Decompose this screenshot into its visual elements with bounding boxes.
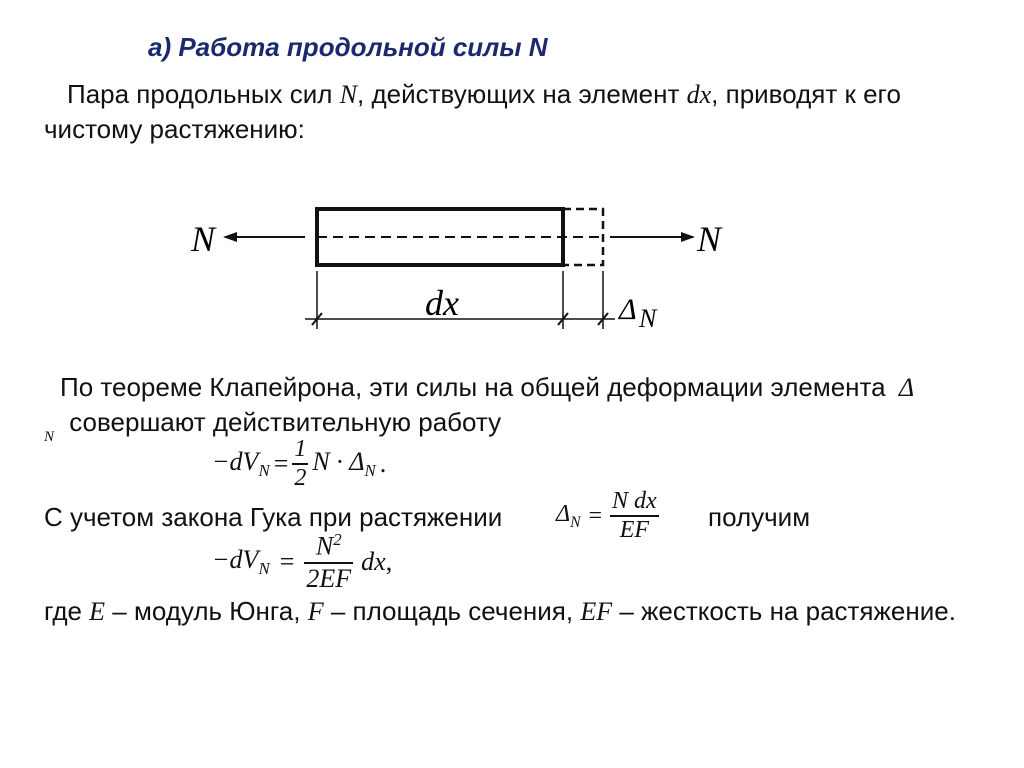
energy-num-sup: 2 [333,530,342,549]
hooke-delta [556,501,581,532]
def-var-e: E [89,597,106,626]
def-text-3: – площадь сечения, [323,596,581,626]
work-lhs-sub: N [258,461,270,481]
section-title: а) Работа продольной силы N [148,32,548,62]
intro-paragraph-line2: чистому растяжению: [44,114,305,144]
clapeyron-sub: N [44,429,55,445]
work-lhs-text: −dV [212,446,259,476]
intro-paragraph-line1 [67,77,901,112]
work-formula [212,436,386,492]
energy-formula [212,530,392,594]
work-end: . [379,449,387,478]
hooke-after: получим [708,502,811,532]
def-var-ef: EF [580,597,613,626]
energy-lhs [212,545,270,579]
clapeyron-text-2: совершают действительную работу [69,407,502,437]
hooke-num: N dx [612,488,657,514]
intro-var-n: N [339,80,358,109]
work-mid-sub: N [364,461,376,481]
work-mid-text: N · Δ [312,446,365,476]
work-eq: = [273,449,289,478]
elongation-sub: N [639,304,657,333]
work-den: 2 [294,465,307,491]
work-num: 1 [294,436,307,462]
definitions-paragraph [44,594,988,629]
hooke-den: EF [610,515,659,544]
length-label: dx [425,283,459,323]
energy-tail: dx [361,546,386,576]
right-force-label: N [697,219,722,259]
hooke-delta-sub: N [570,513,581,531]
clapeyron-delta: Δ [898,373,915,402]
work-fraction [292,436,308,492]
hooke-delta-sym: Δ [556,500,571,527]
tension-element-diagram [185,195,745,345]
hooke-eq: = [588,502,603,529]
clapeyron-line1 [60,370,914,405]
hooke-text: С учетом закона Гука при растяжении [44,502,503,532]
left-force-label: N [191,219,216,259]
intro-text-1: Пара продольных сил [67,79,340,109]
def-text-1: где [44,596,90,626]
energy-den: 2EF [306,563,352,593]
intro-text-2: , действующих на элемент [357,79,687,109]
work-mid [312,447,375,481]
energy-end: , [385,546,393,576]
work-lhs [212,447,270,481]
energy-fraction [304,530,353,594]
hooke-formula [556,488,659,544]
intro-var-dx: dx [686,80,712,109]
def-var-f: F [307,597,324,626]
energy-lhs-sub: N [258,558,270,578]
intro-text-3: , приводят к его [711,79,901,109]
energy-num [304,530,353,562]
energy-eq: = [279,546,295,576]
def-text-4: – жесткость на растяжение. [612,596,956,626]
energy-lhs-text: −dV [212,544,259,574]
clapeyron-text: По теореме Клапейрона, эти силы на общей деформации элемента [60,372,886,402]
def-text-2: – модуль Юнга, [105,596,308,626]
hooke-fraction [610,488,659,544]
elongation-delta: Δ [619,293,637,326]
energy-num-text: N [315,531,334,561]
